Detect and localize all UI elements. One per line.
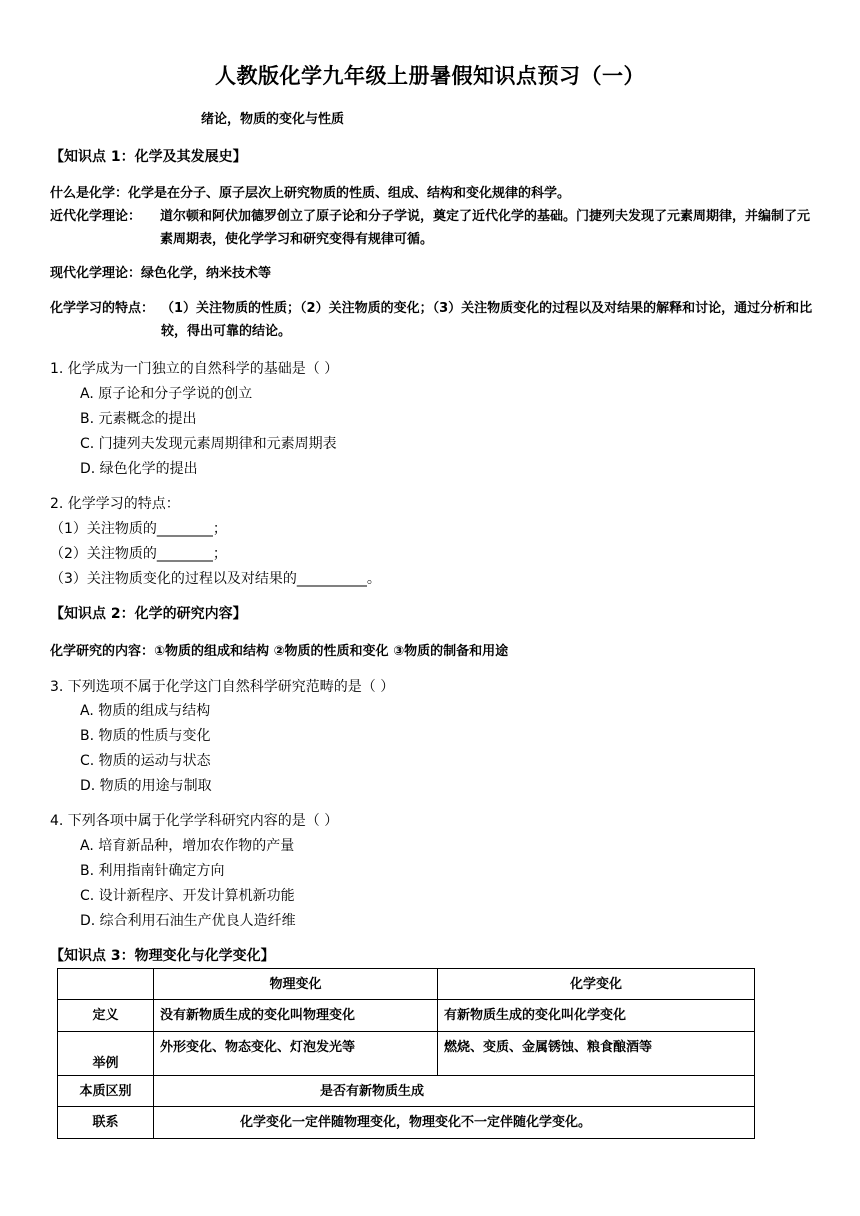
- definition-physical: 没有新物质生成的变化叫物理变化: [154, 1000, 438, 1032]
- q3-option-c: C. 物质的运动与状态: [80, 753, 211, 769]
- header-chemical-change: 化学变化: [438, 969, 755, 1000]
- q1-stem: 1. 化学成为一门独立的自然科学的基础是（ ）: [50, 361, 339, 377]
- table-row-essence: [58, 1076, 755, 1107]
- table-row-examples: [58, 1032, 755, 1076]
- features-label: 化学学习的特点：: [50, 301, 155, 316]
- q4-stem: 4. 下列各项中属于化学学科研究内容的是（ ）: [50, 813, 339, 829]
- kp1-contemporary-theory: [50, 262, 271, 281]
- q4-option-a: A. 培育新品种，增加农作物的产量: [80, 838, 295, 854]
- kp2-heading: 【知识点 2：化学的研究内容】: [50, 606, 247, 622]
- row-label-relation: 联系: [58, 1107, 154, 1139]
- row-label-essence: 本质区别: [58, 1076, 154, 1107]
- examples-chemical: 燃烧、变质、金属锈蚀、粮食酿酒等: [438, 1032, 755, 1076]
- row-label-examples: 举例: [58, 1032, 154, 1076]
- modern-theory-label: 近代化学理论：: [50, 209, 142, 224]
- page-title: 人教版化学九年级上册暑假知识点预习（一）: [215, 64, 645, 88]
- definition-chemical: 有新物质生成的变化叫化学变化: [438, 1000, 755, 1032]
- table-corner-cell: [58, 969, 154, 1000]
- q3-option-a: A. 物质的组成与结构: [80, 703, 211, 719]
- comparison-table: [57, 968, 755, 1139]
- q1-option-d: D. 绿色化学的提出: [80, 461, 198, 477]
- what-label: 什么是化学：: [50, 186, 129, 201]
- kp3-heading: 【知识点 3：物理变化与化学变化】: [50, 948, 275, 964]
- kp1-heading: 【知识点 1：化学及其发展史】: [50, 149, 247, 165]
- kp1-modern-theory: [50, 205, 820, 251]
- q2-line-1: （1）关注物质的________；: [50, 521, 227, 537]
- table-row-relation: [58, 1107, 755, 1139]
- q3-option-b: B. 物质的性质与变化: [80, 728, 211, 744]
- contemporary-text: 绿色化学，纳米技术等: [141, 266, 272, 281]
- q4-option-b: B. 利用指南针确定方向: [80, 863, 225, 879]
- q2-line-2: （2）关注物质的________；: [50, 546, 227, 562]
- q1-option-c: C. 门捷列夫发现元素周期律和元素周期表: [80, 436, 337, 452]
- kp1-learning-features: [50, 297, 820, 343]
- essence-text: 是否有新物质生成: [154, 1076, 755, 1107]
- features-text: （1）关注物质的性质；（2）关注物质的变化；（3）关注物质变化的过程以及对结果的解释和讨论，通过分析和比较，得出可靠的结论。: [161, 301, 813, 339]
- kp2-content: 化学研究的内容：①物质的组成和结构 ②物质的性质和变化 ③物质的制备和用途: [50, 644, 509, 659]
- q3-option-d: D. 物质的用途与制取: [80, 778, 212, 794]
- what-text: 化学是在分子、原子层次上研究物质的性质、组成、结构和变化规律的科学。: [128, 186, 571, 201]
- relation-text: 化学变化一定伴随物理变化，物理变化不一定伴随化学变化。: [154, 1107, 755, 1139]
- q3-stem: 3. 下列选项不属于化学这门自然科学研究范畴的是（ ）: [50, 679, 395, 695]
- q2-line-3: （3）关注物质变化的过程以及对结果的__________。: [50, 571, 381, 587]
- contemporary-label: 现代化学理论：: [50, 266, 142, 281]
- q4-option-d: D. 综合利用石油生产优良人造纤维: [80, 913, 296, 929]
- modern-theory-text: 道尔顿和阿伏加德罗创立了原子论和分子学说，奠定了近代化学的基础。门捷列夫发现了元素周期律，并编制了元素周期表，使化学学习和研究变得有规律可循。: [160, 209, 811, 247]
- kp1-what-is-chemistry: [50, 182, 570, 201]
- header-physical-change: 物理变化: [154, 969, 438, 1000]
- q1-option-a: A. 原子论和分子学说的创立: [80, 386, 253, 402]
- q1-option-b: B. 元素概念的提出: [80, 411, 197, 427]
- examples-physical: 外形变化、物态变化、灯泡发光等: [154, 1032, 438, 1076]
- row-label-definition: 定义: [58, 1000, 154, 1032]
- q4-option-c: C. 设计新程序、开发计算机新功能: [80, 888, 295, 904]
- q2-stem: 2. 化学学习的特点：: [50, 496, 180, 512]
- page-subtitle: 绪论，物质的变化与性质: [201, 112, 345, 127]
- table-row-definition: [58, 1000, 755, 1032]
- table-header-row: [58, 969, 755, 1000]
